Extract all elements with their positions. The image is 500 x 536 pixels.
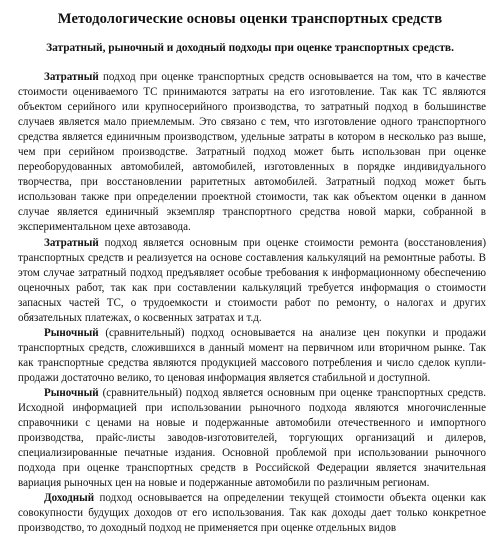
paragraph-lead: Затратный	[44, 236, 99, 249]
paragraph-text: подход при оценке транспортных средств основывается на том, что в качестве стоимости оцениваемого ТС принимаются затраты на его изготовление. Так как ТС являются объектом серийного или крупносерийного производства, то затратный подход в большинстве случаев является мало приемлемым. Это связано с тем, что изготовление одного транспортного средства является единичным производством, удельные затраты в котором в несколько раз выше, чем при серийном производстве. Затратный подход может быть использован при оценке переоборудованных автомобилей, автомобилей, изготовленных в порядке индивидуального творчества, при восстановлении раритетных автомобилей. Затратный подход может быть использован также при определении проектной стоимости, так как объектом оценки в данном случае является единичный экземпляр транспортного средства новой марки, собранной в экспериментальном цехе автозавода.	[18, 71, 486, 234]
paragraph-text: подход является основным при оценке стоимости ремонта (восстановления) транспортных средств и реализуется на основе составления калькуляций на ремонтные работы. В этом случае затратный подход предъявляет особые требования к информационному обеспечению оценочных работ, так как при составлении калькуляций требуется информация о стоимости запасных частей ТС, о трудоемкости и стоимости работ по ремонту, о налогах и других обязательных платежах, о косвенных затратах и т.д.	[18, 236, 486, 324]
paragraph-market-approach-main	[18, 386, 486, 491]
paragraph-market-approach	[18, 326, 486, 386]
paragraph-cost-approach	[18, 70, 486, 236]
paragraph-lead: Рыночный	[44, 326, 99, 339]
page-title: Методологические основы оценки транспортных средств	[57, 11, 443, 27]
paragraph-cost-approach-repair	[18, 236, 486, 326]
paragraph-text: (сравнительный) подход является основным при оценке транспортных средств. Исходной информацией при использовании рыночного подхода являются многочисленные справочники с ценами на новые и подержанные автомобили отечественного и импортного производства, прайс-листы заводов-изготовителей, торгующих организаций и дилеров, специализированные печатные издания. Основной проблемой при использовании рыночного подхода при оценке транспортных средств в Российской Федерации является значительная вариация рыночных цен на новые и подержанные автомобили по различным регионам.	[18, 386, 486, 490]
document-body	[18, 70, 486, 536]
paragraph-income-approach	[18, 491, 486, 536]
page-subtitle: Затратный, рыночный и доходный подходы при оценке транспортных средств.	[46, 42, 454, 54]
paragraph-text: подход основывается на определении текущей стоимости объекта оценки как совокупности будущих доходов от его использования. Так как доходы дает только конкретное производство, то доходный подход не применяется при оценке отдельных видов	[18, 492, 486, 535]
paragraph-text: (сравнительный) подход основывается на анализе цен покупки и продажи транспортных средств, сложившихся в данный момент на первичном или вторичном рынке. Так как транспортные средства являются продукцией массового потребления и число сделок купли- продажи достаточно велико, то ценовая информация является стабильной и доступной.	[18, 326, 486, 384]
paragraph-lead: Доходный	[44, 492, 95, 505]
paragraph-lead: Рыночный	[44, 386, 99, 399]
paragraph-lead: Затратный	[44, 71, 99, 83]
